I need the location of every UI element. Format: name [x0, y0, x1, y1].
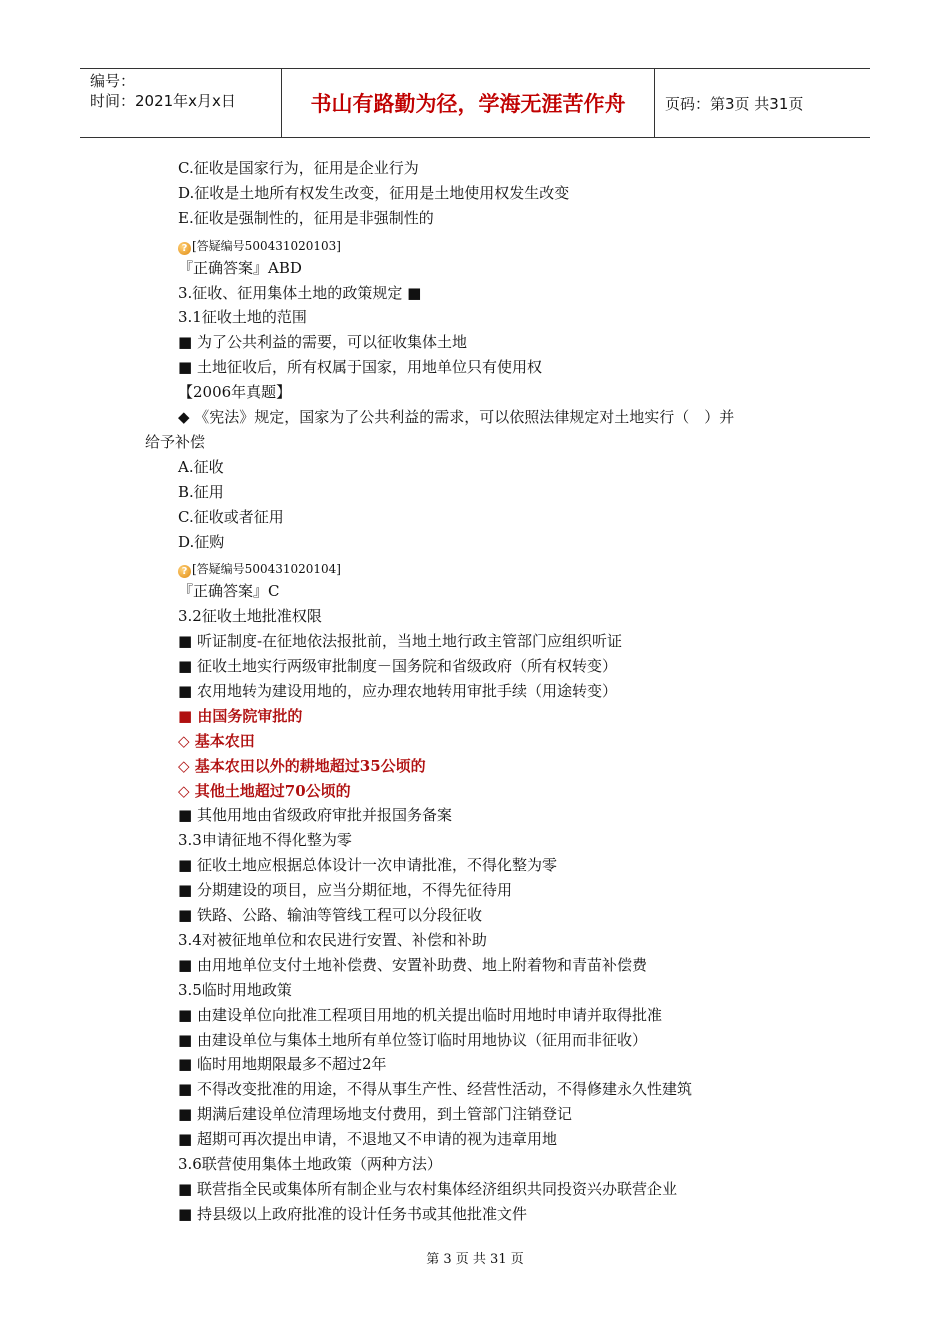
- line-text: ■ 由国务院审批的: [178, 706, 303, 725]
- document-code-label: 编号：: [90, 72, 136, 90]
- line-text: ■ 期满后建设单位清理场地支付费用，到土管部门注销登记: [178, 1105, 572, 1124]
- line-text: ■ 土地征收后，所有权属于国家，用地单位只有使用权: [178, 358, 542, 377]
- text-line: [145, 432, 205, 452]
- text-line: [178, 930, 487, 950]
- line-text: B.征用: [178, 482, 224, 501]
- text-line: [178, 756, 426, 776]
- line-text: 3.征收、征用集体土地的政策规定 ■: [178, 283, 422, 302]
- text-line: [178, 236, 341, 256]
- text-line: [178, 905, 482, 925]
- text-line: [178, 307, 307, 327]
- line-text: ■ 农用地转为建设用地的，应办理农地转用审批手续（用途转变）: [178, 681, 617, 700]
- text-line: [178, 258, 302, 278]
- line-text: ■ 持县级以上政府批准的设计任务书或其他批准文件: [178, 1204, 527, 1223]
- text-line: [178, 1154, 442, 1174]
- text-line: [178, 805, 452, 825]
- text-line: [178, 980, 292, 1000]
- line-text: [答疑编号500431020104]: [192, 562, 341, 577]
- text-line: [178, 606, 322, 626]
- text-line: [178, 855, 557, 875]
- text-line: [178, 781, 351, 801]
- line-text: ◇ 基本农田以外的耕地超过35公顷的: [178, 756, 426, 775]
- line-text: 3.3申请征地不得化整为零: [178, 831, 352, 850]
- text-line: [178, 880, 512, 900]
- question-icon: ?: [178, 242, 191, 255]
- line-text: 3.5临时用地政策: [178, 980, 292, 999]
- text-line: [178, 183, 569, 203]
- line-text: ■ 由建设单位与集体土地所有单位签订临时用地协议（征用而非征收）: [178, 1030, 647, 1049]
- document-date: 时间：2021年x月x日: [90, 92, 236, 110]
- line-text: E.征收是强制性的，征用是非强制性的: [178, 208, 434, 227]
- line-text: A.征收: [178, 457, 224, 476]
- text-line: [178, 1030, 647, 1050]
- header-motto: 书山有路勤为径，学海无涯苦作舟: [282, 69, 655, 137]
- text-line: [178, 482, 224, 502]
- text-line: [178, 559, 341, 579]
- text-line: [178, 1005, 662, 1025]
- line-text: 3.6联营使用集体土地政策（两种方法）: [178, 1155, 442, 1173]
- line-text: ◆ 《宪法》规定，国家为了公共利益的需求，可以依照法律规定对土地实行（ ）并: [178, 408, 735, 426]
- text-line: [178, 357, 542, 377]
- line-text: 3.4对被征地单位和农民进行安置、补偿和补助: [178, 930, 487, 949]
- text-line: [178, 382, 291, 402]
- line-text: ■ 征收土地应根据总体设计一次申请批准，不得化整为零: [178, 856, 557, 875]
- text-line: [178, 507, 284, 527]
- line-text: 『正确答案』C: [178, 582, 280, 601]
- text-line: [178, 407, 734, 427]
- text-line: [178, 1079, 692, 1099]
- question-icon: ?: [178, 565, 191, 578]
- text-line: [178, 1054, 387, 1074]
- line-text: ■ 听证制度-在征地依法报批前，当地土地行政主管部门应组织听证: [178, 632, 623, 651]
- text-line: [178, 283, 421, 303]
- text-line: [178, 532, 224, 552]
- text-line: [178, 1129, 557, 1149]
- text-line: [178, 332, 467, 352]
- text-line: [178, 1104, 572, 1124]
- text-line: [178, 581, 279, 601]
- text-line: [178, 656, 617, 676]
- line-text: ■ 超期可再次提出申请，不退地又不申请的视为违章用地: [178, 1130, 557, 1149]
- text-line: [178, 830, 352, 850]
- line-text: ■ 铁路、公路、输油等管线工程可以分段征收: [178, 906, 482, 924]
- line-text: 【2006年真题】: [178, 383, 292, 402]
- line-text: ■ 征收土地实行两级审批制度－国务院和省级政府（所有权转变）: [178, 657, 617, 675]
- line-text: D.征收是土地所有权发生改变，征用是土地使用权发生改变: [178, 183, 570, 202]
- page-header: [80, 68, 870, 138]
- line-text: ■ 其他用地由省级政府审批并报国务备案: [178, 806, 452, 825]
- text-line: [178, 731, 255, 751]
- line-text: ■ 为了公共利益的需要，可以征收集体土地: [178, 333, 467, 352]
- header-meta: [80, 69, 282, 137]
- line-text: [答疑编号500431020103]: [192, 238, 341, 253]
- text-line: [178, 208, 434, 228]
- line-text: 3.1征收土地的范围: [178, 308, 307, 327]
- line-text: ◇ 基本农田: [178, 731, 255, 750]
- line-text: ■ 由建设单位向批准工程项目用地的机关提出临时用地时申请并取得批准: [178, 1005, 662, 1024]
- line-text: 3.2征收土地批准权限: [178, 607, 322, 626]
- line-text: C.征收是国家行为，征用是企业行为: [178, 159, 419, 177]
- line-text: 『正确答案』ABD: [178, 258, 302, 277]
- text-line: [178, 706, 302, 726]
- text-line: [178, 955, 647, 975]
- header-page-info: 页码：第3页 共31页: [665, 94, 804, 113]
- text-line: [178, 158, 419, 178]
- text-line: [178, 1204, 527, 1224]
- line-text: C.征收或者征用: [178, 507, 284, 526]
- line-text: ■ 分期建设的项目，应当分期征地，不得先征待用: [178, 881, 512, 900]
- line-text: ■ 由用地单位支付土地补偿费、安置补助费、地上附着物和青苗补偿费: [178, 955, 647, 974]
- page-footer: 第 3 页 共 31 页: [426, 1252, 524, 1267]
- line-text: ■ 联营指全民或集体所有制企业与农村集体经济组织共同投资兴办联营企业: [178, 1179, 677, 1198]
- text-line: [178, 631, 622, 651]
- line-text: 给予补偿: [145, 432, 206, 451]
- text-line: [178, 1179, 677, 1199]
- text-line: [178, 681, 617, 701]
- line-text: D.征购: [178, 532, 225, 551]
- line-text: ■ 临时用地期限最多不超过2年: [178, 1055, 387, 1074]
- text-line: [178, 457, 224, 477]
- line-text: ◇ 其他土地超过70公顷的: [178, 781, 351, 800]
- line-text: ■ 不得改变批准的用途，不得从事生产性、经营性活动，不得修建永久性建筑: [178, 1080, 692, 1099]
